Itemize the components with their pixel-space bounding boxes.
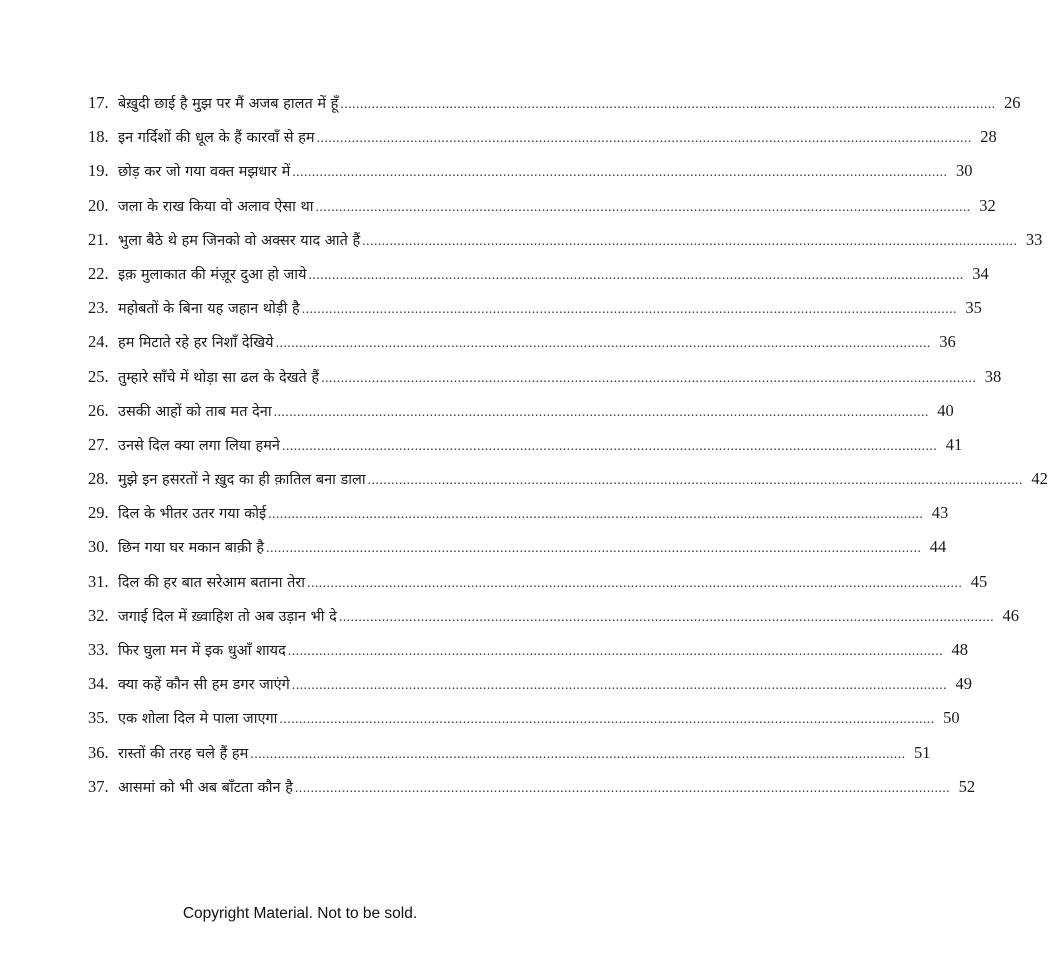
copyright-notice: Copyright Material. Not to be sold.	[182, 905, 418, 922]
toc-entry	[88, 158, 973, 192]
entry-page-number: 43	[931, 503, 949, 523]
entry-title: एक शोला दिल मे पाला जाएगा	[118, 711, 278, 728]
toc-entry	[88, 569, 988, 603]
entry-page-number: 44	[929, 537, 947, 557]
entry-number: 31.	[88, 571, 109, 591]
entry-title: आसमां को भी अब बाँटता कौन है	[118, 779, 293, 796]
entry-number: 24.	[88, 332, 109, 352]
dot-leader	[266, 536, 921, 562]
toc-entry	[88, 295, 982, 329]
dot-leader	[308, 263, 963, 289]
entry-page-number: 34	[972, 263, 989, 283]
toc-entry	[88, 329, 956, 363]
entry-number: 17.	[88, 93, 109, 112]
entry-page-number: 49	[955, 674, 973, 694]
entry-page-number: 40	[937, 400, 954, 420]
entry-page-number: 30	[955, 161, 973, 181]
dot-leader	[250, 742, 905, 768]
dot-leader	[362, 229, 1017, 255]
entry-title: उनसे दिल क्या लगा लिया हमने	[118, 437, 280, 454]
entry-page-number: 41	[945, 434, 963, 454]
entry-page-number: 50	[943, 708, 960, 728]
entry-number: 28.	[88, 469, 109, 489]
entry-page-number: 51	[914, 742, 931, 762]
entry-title: उसकी आहों को ताब मत देना	[118, 403, 272, 420]
entry-number: 20.	[88, 195, 109, 215]
dot-leader	[292, 160, 947, 186]
toc-entry	[88, 227, 1043, 261]
dot-leader	[302, 297, 957, 323]
dot-leader	[292, 673, 947, 699]
entry-number: 37.	[88, 776, 109, 796]
dot-leader	[295, 776, 950, 802]
dot-leader	[307, 571, 962, 597]
entry-number: 21.	[88, 229, 109, 249]
entry-number: 35.	[88, 708, 109, 728]
dot-leader	[316, 195, 971, 221]
entry-number: 23.	[88, 298, 109, 318]
toc-entry	[88, 671, 973, 705]
toc-entry	[88, 261, 989, 295]
dot-leader	[276, 331, 931, 357]
toc-entry	[88, 432, 963, 466]
entry-title: महोबतों के बिना यह जहान थोड़ी है	[118, 301, 300, 318]
dot-leader	[368, 468, 1023, 494]
dot-leader	[282, 434, 937, 460]
entry-number: 29.	[88, 503, 109, 523]
entry-page-number: 36	[939, 332, 956, 352]
entry-title: रास्तों की तरह चले हैं हम	[118, 745, 249, 762]
entry-page-number: 48	[951, 640, 968, 659]
toc-entry	[88, 364, 1002, 398]
toc-entry	[88, 774, 976, 808]
entry-title: इक़ मुलाकात की मंज़ूर दुआ हो जाये	[118, 266, 307, 283]
entry-title: हम मिटाते रहे हर निशाँ देखिये	[118, 335, 274, 352]
entry-number: 25.	[88, 366, 109, 386]
toc-entry	[88, 637, 968, 671]
entry-page-number: 32	[979, 195, 996, 215]
entry-number: 22.	[88, 263, 109, 283]
entry-title: दिल के भीतर उतर गया कोई	[118, 506, 267, 523]
entry-number: 34.	[88, 674, 109, 694]
entry-title: क्या कहें कौन सी हम डगर जाएंगे	[118, 677, 290, 694]
toc-entry	[88, 705, 960, 739]
toc-entry	[88, 740, 931, 774]
entry-number: 26.	[88, 400, 109, 420]
entry-number: 27.	[88, 434, 109, 454]
entry-title: जगाई दिल में ख़्वाहिश तो अब उड़ान भी दे	[118, 608, 337, 625]
entry-page-number: 45	[970, 571, 988, 591]
dot-leader	[268, 502, 923, 528]
entry-title: जला के राख किया वो अलाव ऐसा था	[118, 198, 314, 215]
dot-leader	[339, 605, 994, 631]
toc-entry	[88, 398, 954, 432]
entry-page-number: 33	[1025, 229, 1043, 249]
entry-title: तुम्हारे साँचे में थोड़ा सा ढल के देखते हैं	[118, 369, 320, 386]
entry-number: 36.	[88, 742, 109, 762]
toc-entry	[88, 124, 997, 158]
toc-entry	[88, 193, 996, 227]
dot-leader	[274, 400, 929, 426]
table-of-contents	[88, 90, 1048, 808]
entry-title: फिर घुला मन में इक धुआँ शायद	[118, 643, 286, 659]
entry-number: 18.	[88, 127, 109, 147]
entry-title: छोड़ कर जो गया वक्त मझधार में	[118, 164, 291, 181]
entry-page-number: 35	[965, 298, 982, 318]
entry-page-number: 26	[1004, 93, 1021, 112]
toc-entry	[88, 466, 1048, 500]
dot-leader	[279, 707, 934, 733]
entry-title: छिन गया घर मकान बाक़ी है	[118, 540, 265, 557]
dot-leader	[321, 366, 976, 392]
entry-page-number: 46	[1002, 605, 1020, 625]
entry-page-number: 42	[1031, 469, 1048, 489]
toc-entry	[88, 603, 1020, 637]
entry-number: 19.	[88, 161, 109, 181]
entry-title: दिल की हर बात सरेआम बताना तेरा	[118, 574, 306, 591]
dot-leader	[317, 126, 972, 152]
entry-title: भुला बैठे थे हम जिनको वो अक्सर याद आते हैं	[118, 232, 361, 249]
entry-number: 33.	[88, 640, 109, 659]
dot-leader	[288, 639, 943, 665]
toc-entry	[88, 90, 1021, 124]
entry-title: मुझे इन हसरतों ने ख़ुद का ही क़ातिल बना डाला	[118, 472, 366, 489]
entry-number: 30.	[88, 537, 109, 557]
toc-entry	[88, 500, 949, 534]
entry-page-number: 52	[958, 776, 976, 796]
entry-number: 32.	[88, 605, 109, 625]
entry-title: इन गर्दिशों की धूल के हैं कारवाँ से हम	[118, 130, 315, 147]
entry-page-number: 38	[984, 366, 1002, 386]
dot-leader	[340, 92, 995, 118]
entry-title: बेख़ुदी छाई है मुझ पर मैं अजब हालत में हूँ	[118, 96, 339, 112]
toc-entry	[88, 534, 947, 568]
entry-page-number: 28	[980, 127, 997, 147]
